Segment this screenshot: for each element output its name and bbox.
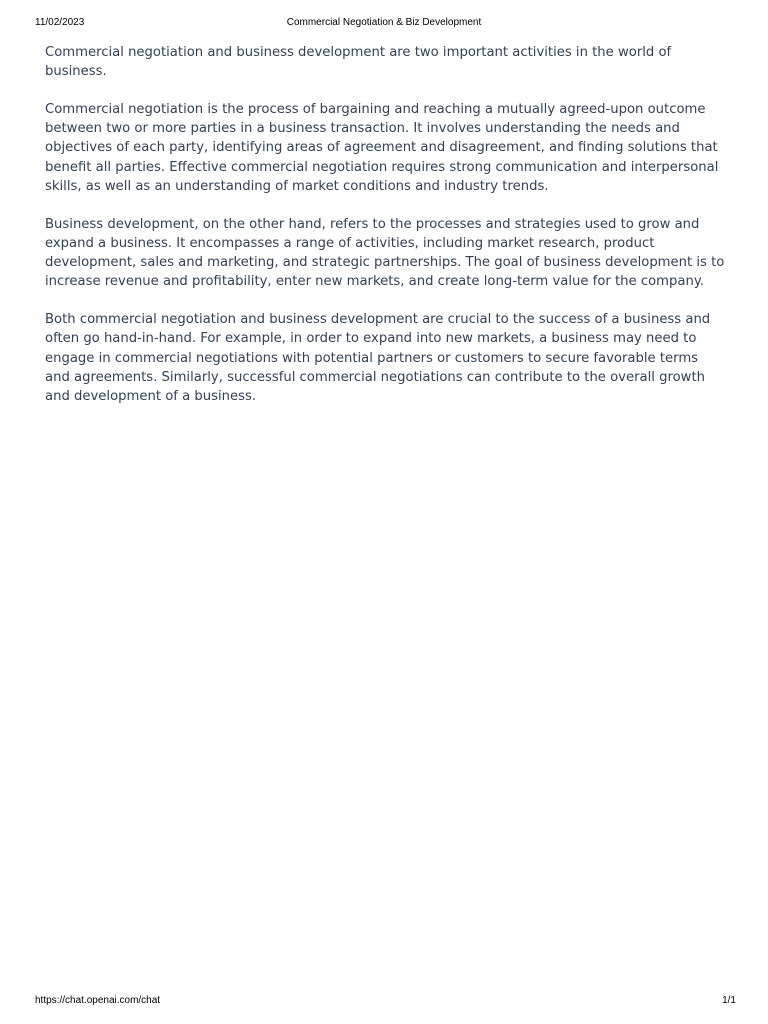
source-url: https://chat.openai.com/chat — [35, 995, 161, 1006]
page-number: 1/1 — [722, 995, 736, 1006]
document-title: Commercial Negotiation & Biz Development — [286, 17, 482, 28]
paragraph-conclusion: Both commercial negotiation and business development are crucial to the success of a business and often go hand-in-hand. For example, in order to expand into new markets, a business may need to engage in commercial negotiations with potential partners or customers to secure favorable terms and agreements. Similarly, successful commercial negotiations can contribute to the overall growth and development of a business. — [45, 312, 711, 404]
print-date: 11/02/2023 — [35, 17, 85, 28]
print-footer — [0, 995, 768, 1009]
paragraph-business-development: Business development, on the other hand, refers to the processes and strategies used to grow and expand a business. It encompasses a range of activities, including market research, product development, sales and marketing, and strategic partnerships. The goal of business development is to increase revenue and profitability, enter new markets, and create long-term value for the company. — [45, 216, 725, 290]
paragraph-commercial-negotiation: Commercial negotiation is the process of bargaining and reaching a mutually agreed-upon outcome between two or more parties in a business transaction. It involves understanding the needs and objectives of each party, identifying areas of agreement and disagreement, and finding solutions that benefit all parties. Effective commercial negotiation requires strong communication and interpersonal skills, as well as an understanding of market conditions and industry trends. — [45, 102, 719, 194]
print-header — [0, 17, 768, 31]
response-content — [45, 43, 727, 425]
paragraph-intro: Commercial negotiation and business development are two important activities in the world of business. — [45, 45, 672, 80]
